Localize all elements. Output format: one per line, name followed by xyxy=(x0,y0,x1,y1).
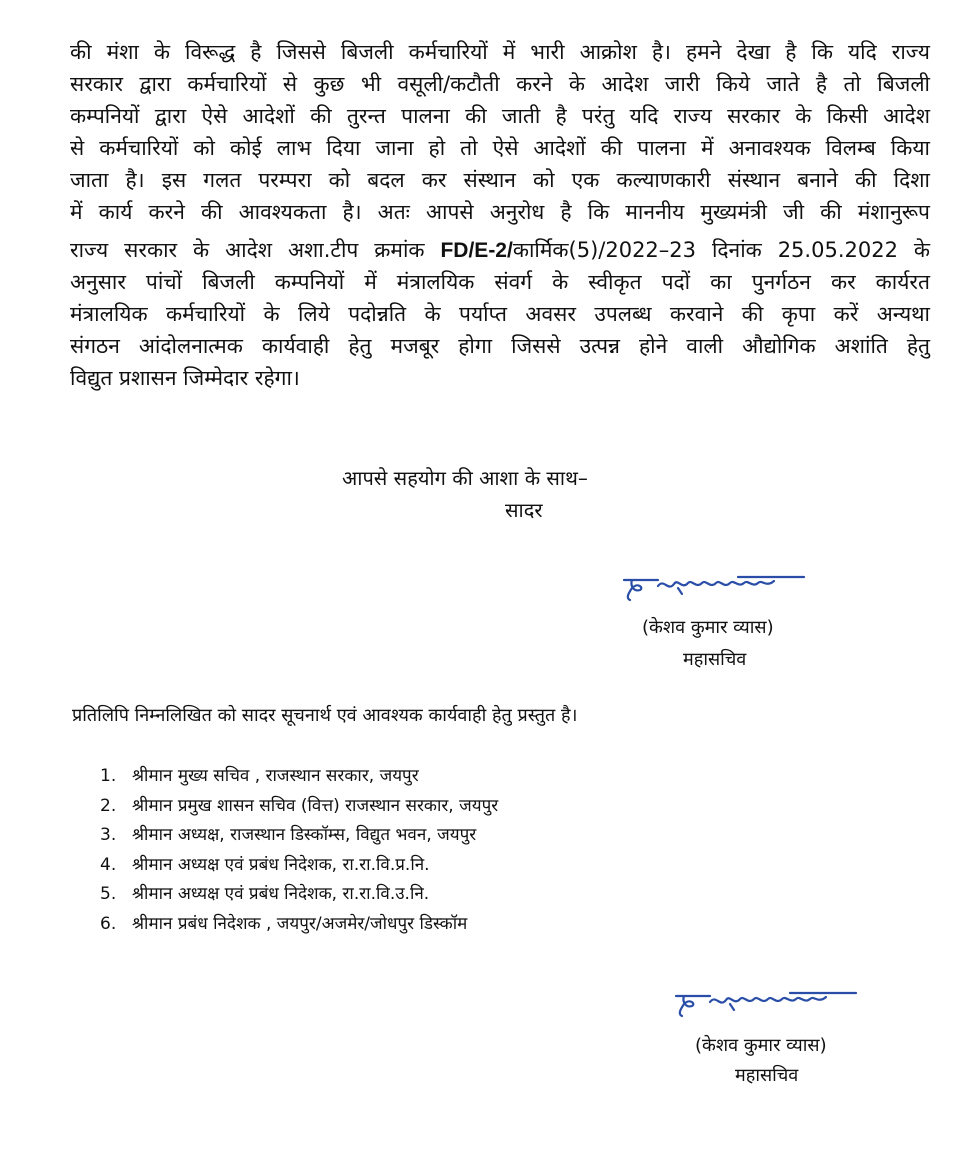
order-line-suffix: कार्मिक(5)/2022–23 दिनांक 25.05.2022 के xyxy=(512,238,931,262)
recipient-list xyxy=(100,762,498,939)
body-line: में कार्य करने की आवश्यकता है। अतः आपसे अनुरोध है कि माननीय मुख्यमंत्री जी की मंशानुरूप xyxy=(70,200,930,224)
order-code: FD/E-2/ xyxy=(440,239,513,262)
body-line: जाता है। इस गलत परम्परा को बदल कर संस्थान को एक कल्याणकारी संस्थान बनाने की दिशा xyxy=(70,168,930,192)
list-item-text: श्रीमान प्रबंध निदेशक , जयपुर/अजमेर/जोधपुर डिस्कॉम xyxy=(132,913,468,934)
closing-line: आपसे सहयोग की आशा के साथ– xyxy=(342,466,588,490)
list-item-text: श्रीमान अध्यक्ष एवं प्रबंध निदेशक, रा.रा.वि.प्र.नि. xyxy=(132,854,430,875)
signature-image xyxy=(670,984,860,1020)
list-item-number: 6. xyxy=(100,913,117,934)
list-item-number: 2. xyxy=(100,795,117,816)
body-line: विद्युत प्रशासन जिम्मेदार रहेगा। xyxy=(70,366,300,390)
body-line: सरकार द्वारा कर्मचारियों से कुछ भी वसूली/कटौती करने के आदेश जारी किये जाते है तो बिजली xyxy=(70,72,930,96)
list-item xyxy=(100,851,498,881)
body-line: से कर्मचारियों को कोई लाभ दिया जाना हो तो ऐसे आदेशों की पालना में अनावश्यक विलम्ब किया xyxy=(70,136,930,160)
list-item xyxy=(100,880,498,910)
list-item-text: श्रीमान अध्यक्ष, राजस्थान डिस्कॉम्स, विद्युत भवन, जयपुर xyxy=(132,825,477,845)
list-item-number: 4. xyxy=(100,854,117,875)
body-line: संगठन आंदोलनात्मक कार्यवाही हेतु मजबूर होगा जिससे उत्पन्न होने वाली औद्योगिक अशांति हेतु xyxy=(70,334,930,358)
closing-sadar: सादर xyxy=(505,498,543,522)
list-item-text: श्रीमान प्रमुख शासन सचिव (वित्त) राजस्थान सरकार, जयपुर xyxy=(132,795,499,816)
list-item xyxy=(100,762,498,792)
list-item xyxy=(100,792,498,822)
body-line: मंत्रालयिक कर्मचारियों के लिये पदोन्नति के पर्याप्त अवसर उपलब्ध करवाने की कृपा करें अन्यथा xyxy=(70,302,930,326)
order-reference-line xyxy=(70,234,930,266)
body-line: कम्पनियों द्वारा ऐसे आदेशों की तुरन्त पालना की जाती है परंतु यदि राज्य सरकार के किसी आदेश xyxy=(70,104,930,128)
list-item xyxy=(100,821,498,851)
list-item-text: श्रीमान मुख्य सचिव , राजस्थान सरकार, जयपुर xyxy=(132,766,419,786)
signatory-designation: महासचिव xyxy=(683,649,747,670)
signatory-designation: महासचिव xyxy=(735,1065,799,1086)
list-item-number: 5. xyxy=(100,884,117,904)
body-line: अनुसार पांचों बिजली कम्पनियों में मंत्रालयिक संवर्ग के स्वीकृत पदों का पुनर्गठन कर कार्यरत xyxy=(70,270,930,294)
list-item-number: 1. xyxy=(100,766,117,786)
order-line-prefix: राज्य सरकार के आदेश अशा.टीप क्रमांक xyxy=(70,238,425,262)
signatory-name: (केशव कुमार व्यास) xyxy=(642,617,774,638)
signatory-name: (केशव कुमार व्यास) xyxy=(695,1035,827,1056)
signature-image xyxy=(618,568,808,604)
list-item xyxy=(100,910,498,940)
list-item-text: श्रीमान अध्यक्ष एवं प्रबंध निदेशक, रा.रा.वि.उ.नि. xyxy=(132,884,430,904)
letter-body xyxy=(70,36,930,394)
copy-intro: प्रतिलिपि निम्नलिखित को सादर सूचनार्थ एवं आवश्यक कार्यवाही हेतु प्रस्तुत है। xyxy=(72,705,578,726)
list-item-number: 3. xyxy=(100,825,117,845)
body-line: की मंशा के विरूद्ध है जिससे बिजली कर्मचारियों में भारी आक्रोश है। हमने देखा है कि यदि राज्य xyxy=(70,40,930,64)
